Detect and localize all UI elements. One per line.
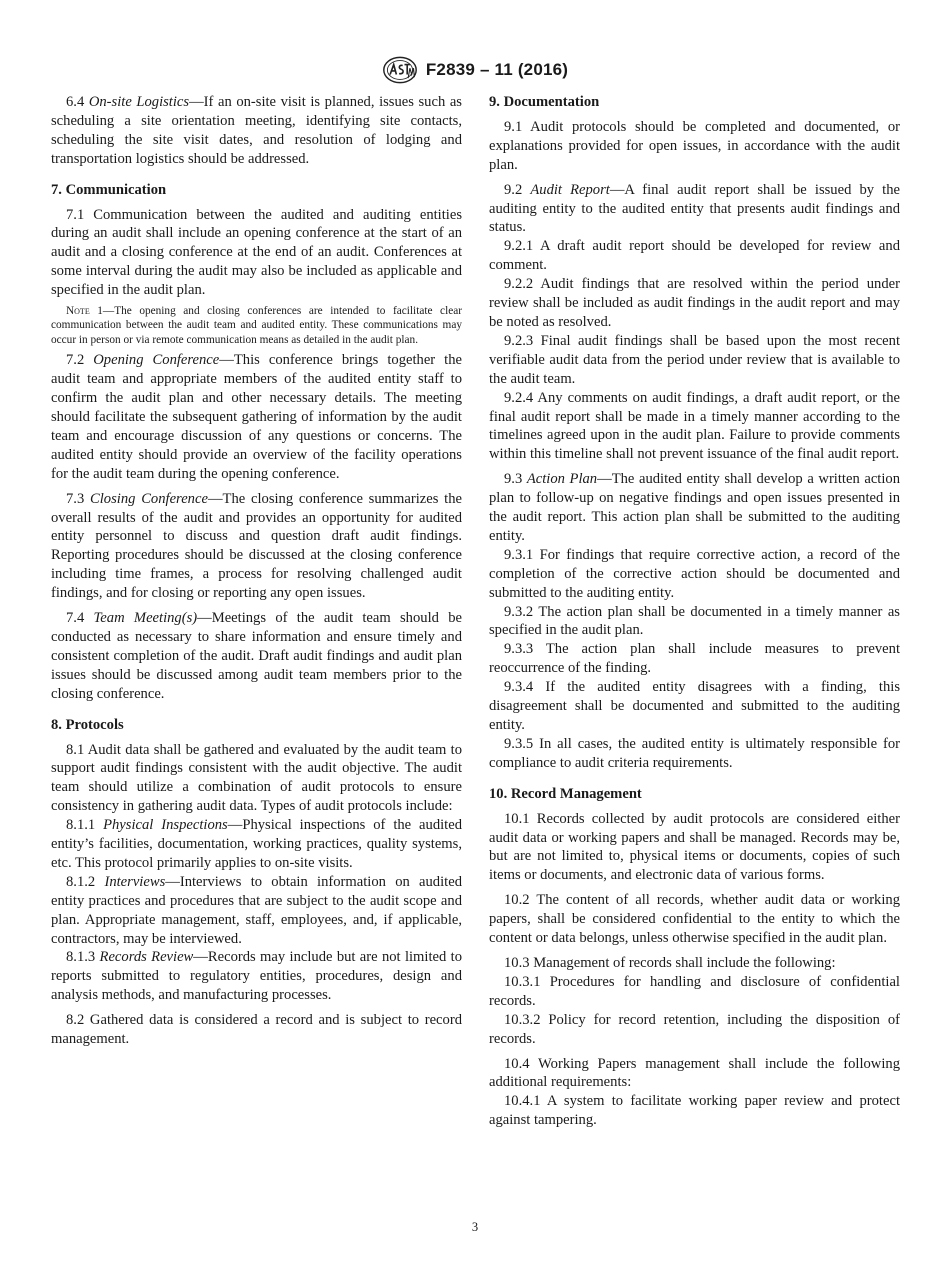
paragraph-9-2-3: 9.2.3 Final audit findings shall be based upon the most recent verifiable audit data from the period under review that is available to the audit team. <box>489 332 900 387</box>
paragraph-10-3-1: 10.3.1 Procedures for handling and disclosure of confidential records. <box>489 973 900 1009</box>
standard-designation: F2839 – 11 (2016) <box>425 60 569 79</box>
paragraph-10-2: 10.2 The content of all records, whether audit data or working papers, shall be considered confidential to the entity to which the content or data belongs, unless otherwise specified in the audit plan. <box>489 892 900 947</box>
note-1: Note 1—The opening and closing conferences are intended to facilitate clear communication between the audit team and audited entity. These communications may occur in person or via remote communication means as detailed in the audit plan. <box>51 305 463 346</box>
paragraph-9-2-2: 9.2.2 Audit findings that are resolved within the period under review shall be included as audit findings in the audit report and may be noted as resolved. <box>489 276 900 330</box>
paragraph-10-3: 10.3 Management of records shall include the following: <box>504 954 836 971</box>
paragraph-9-2-4: 9.2.4 Any comments on audit findings, a draft audit report, or the final audit report shall be made in a timely manner according to the timelines agreed upon in the audit plan. Failure to provide comments within this timeline shall not prevent issuance of the final audit report. <box>489 389 900 463</box>
paragraph-10-4-1: 10.4.1 A system to facilitate working paper review and protect against tampering. <box>489 1093 900 1129</box>
paragraph-10-3-2: 10.3.2 Policy for record retention, including the disposition of records. <box>489 1011 900 1047</box>
paragraph-9-3-5: 9.3.5 In all cases, the audited entity is ultimately responsible for compliance to audit criteria requirements. <box>489 735 900 771</box>
paragraph-9-3-3: 9.3.3 The action plan shall include measures to prevent reoccurrence of the finding. <box>489 641 900 677</box>
right-column <box>489 93 900 1130</box>
paragraph-7-1: 7.1 Communication between the audited and auditing entities during an audit shall include an opening conference at the start of an audit and a closing conference at the end of an audit. Conferences at some interval during the audit may also be included as applicable and specified in the audit plan. <box>51 206 462 299</box>
section-heading-8: 8. Protocols <box>51 716 124 733</box>
left-column <box>51 93 462 1049</box>
section-heading-7: 7. Communication <box>51 181 167 198</box>
paragraph-8-1-1: 8.1.1 Physical Inspections—Physical inspections of the audited entity’s facilities, documentation, working practices, quality systems, etc. This protocol primarily applies to on-site visits. <box>51 817 463 871</box>
section-heading-10: 10. Record Management <box>489 785 642 802</box>
paragraph-8-2: 8.2 Gathered data is considered a record and is subject to record management. <box>51 1012 462 1048</box>
paragraph-8-1-3: 8.1.3 Records Review—Records may include but are not limited to reports submitted to regulatory entities, procedures, design and analysis methods, and manufacturing processes. <box>51 949 462 1004</box>
paragraph-10-1: 10.1 Records collected by audit protocols are considered either audit data or working papers and shall be managed. Records may be, but are not limited to, physical items or documents, copies of such items or documents, and electronic data of various forms. <box>489 810 900 884</box>
page-number: 3 <box>471 1220 479 1234</box>
paragraph-9-3-1: 9.3.1 For findings that require corrective action, a record of the completion of the corrective action should be documented and submitted to the auditing entity. <box>489 546 900 601</box>
paragraph-6-4: 6.4 On-site Logistics—If an on-site visit is planned, issues such as scheduling a site orientation meeting, identifying site contacts, scheduling the site visit dates, and resolution of lodging and transportation logistics should be addressed. <box>51 94 462 167</box>
astm-logo-icon <box>382 55 418 85</box>
paragraph-9-2: 9.2 Audit Report—A final audit report shall be issued by the auditing entity to the audited entity that presents audit findings and status. <box>489 181 901 236</box>
paragraph-9-3-2: 9.3.2 The action plan shall be documented in a timely manner as specified in the audit plan. <box>489 603 900 639</box>
paragraph-7-2: 7.2 Opening Conference—This conference brings together the audit team and appropriate members of the audited entity staff to confirm the audit plan and other necessary details. The meeting should facilitate the subsequent gathering of information by the audit team and encourage discussion of any questions or concerns. The audited entity should provide an overview of the facility operations for the audit team during the opening conference. <box>51 352 463 482</box>
paragraph-8-1-2: 8.1.2 Interviews—Interviews to obtain information on audited entity practices and procedures that are subject to the audit scope and plan. Appropriate management, staff, employees, and, if applicable, contractors, may be interviewed. <box>51 873 462 947</box>
section-heading-9: 9. Documentation <box>489 94 600 110</box>
page-header <box>0 55 950 85</box>
paragraph-9-3: 9.3 Action Plan—The audited entity shall develop a written action plan to follow-up on negative findings and open issues presented in the audit report. This action plan shall be submitted to the auditing entity. <box>489 471 901 544</box>
paragraph-10-4: 10.4 Working Papers management shall include the following additional requirements: <box>489 1055 900 1091</box>
paragraph-7-4: 7.4 Team Meeting(s)—Meetings of the audit team should be conducted as necessary to share information and ensure timely and consistent completion of the audit. Draft audit findings and audit plan issues should be discussed among audit team members prior to the closing conference. <box>51 610 462 702</box>
paragraph-8-1: 8.1 Audit data shall be gathered and evaluated by the audit team to support audit findings consistent with the audit objective. The audit team should utilize a combination of audit protocols to ensure consistency in gathering audit data. Types of audit protocols include: <box>51 741 462 815</box>
paragraph-9-2-1: 9.2.1 A draft audit report should be developed for review and comment. <box>489 238 900 274</box>
paragraph-9-3-4: 9.3.4 If the audited entity disagrees with a finding, this disagreement shall be documented and submitted to the auditing entity. <box>489 679 900 733</box>
paragraph-7-3: 7.3 Closing Conference—The closing conference summarizes the overall results of the audit and provides an opportunity for audited entity personnel to discuss and question draft audit findings. Reporting procedures should be discussed at the closing conference including time frames, a process for resolving challenged audit findings, and for closing or reporting any open issues. <box>51 490 462 602</box>
paragraph-9-1: 9.1 Audit protocols should be completed and documented, or explanations provided for open issues, in accordance with the audit plan. <box>489 118 900 173</box>
